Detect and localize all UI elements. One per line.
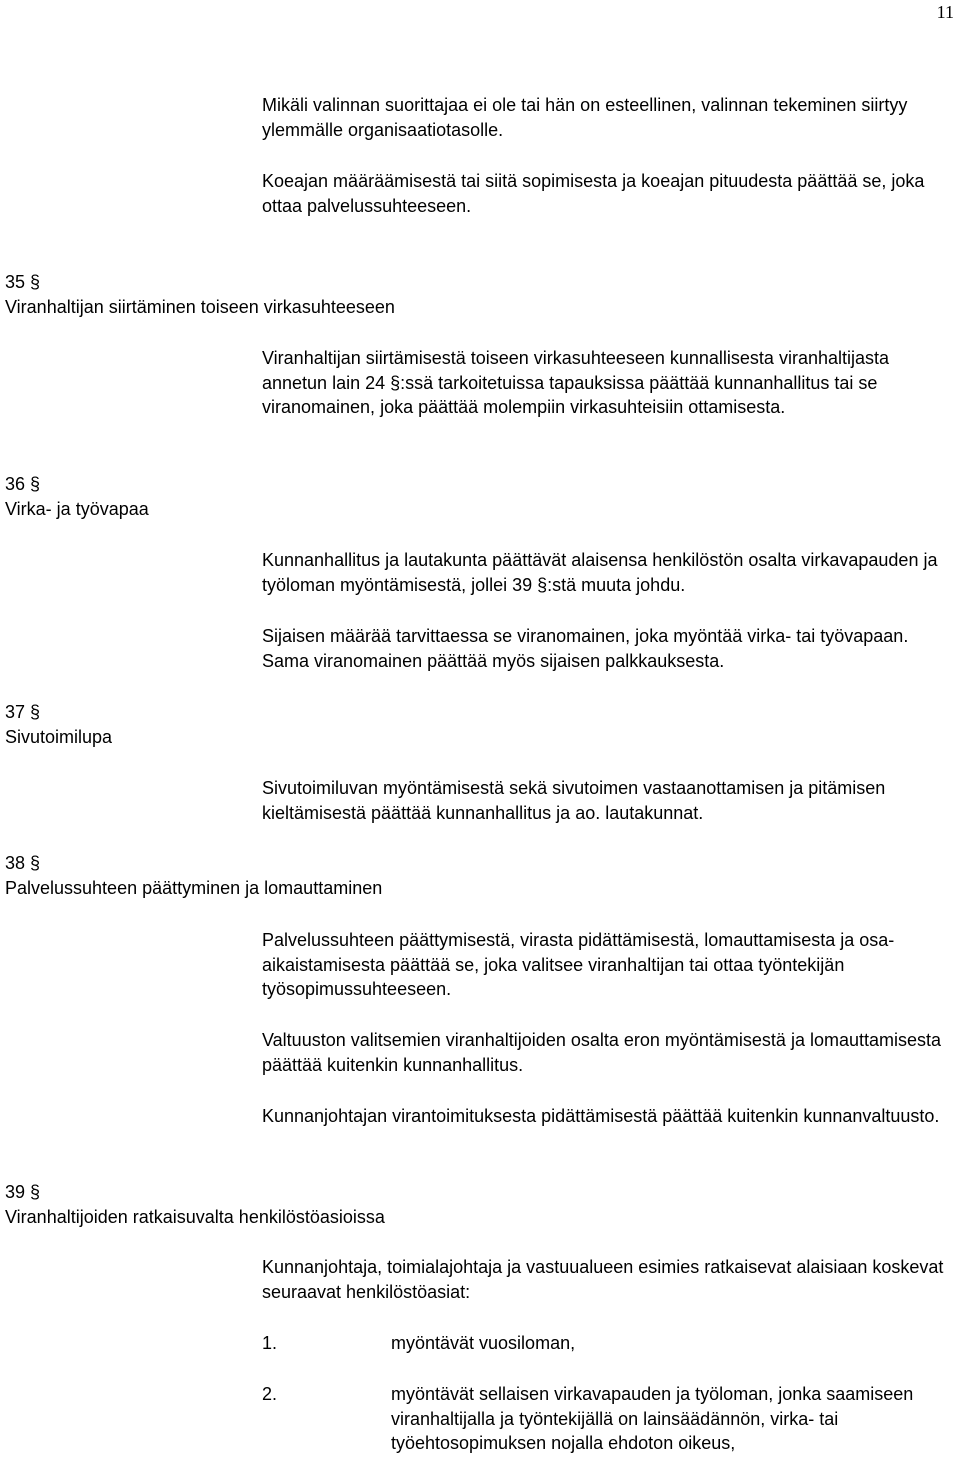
section-36-paragraph-1: Kunnanhallitus ja lautakunta päättävät alaisensa henkilöstön osalta virkavapauden ja työloman myöntämisestä, jollei 39 §:stä muuta johdu. — [262, 550, 938, 595]
section-39-heading — [5, 1180, 385, 1230]
section-title: Virka- ja työvapaa — [5, 499, 149, 519]
list-item-text: myöntävät vuosiloman, — [391, 1333, 576, 1353]
section-35-paragraph-1: Viranhaltijan siirtämisestä toiseen virkasuhteeseen kunnallisesta viranhaltijasta annetun lain 24 §:ssä tarkoitetuissa tapauksissa päättää kunnanhallitus tai se viranomainen, joka päättää molempiin virkasuhteisiin ottamisesta. — [262, 348, 890, 417]
section-number: 39 § — [5, 1182, 41, 1202]
section-title: Palvelussuhteen päättyminen ja lomauttaminen — [5, 878, 383, 898]
section-37-heading — [5, 700, 112, 750]
section-39-paragraph-1: Kunnanjohtaja, toimialajohtaja ja vastuualueen esimies ratkaisevat alaisiaan koskevat seuraavat henkilöstöasiat: — [262, 1257, 944, 1302]
list-item — [262, 1331, 958, 1356]
section-number: 36 § — [5, 474, 41, 494]
list-marker: 2. — [262, 1384, 278, 1404]
section-36-paragraph-2: Sijaisen määrää tarvittaessa se viranomainen, joka myöntää virka- tai työvapaan. Sama viranomainen päättää myös sijaisen palkkauksesta. — [262, 626, 909, 671]
section-38-heading — [5, 851, 382, 901]
section-36-heading — [5, 472, 149, 522]
section-38-paragraph-1: Palvelussuhteen päättymisestä, virasta pidättämisestä, lomauttamisesta ja osa-aikaistamisesta päättää se, joka valitsee viranhaltijan tai ottaa työntekijän työsopimussuhteeseen. — [262, 930, 895, 999]
section-number: 38 § — [5, 853, 41, 873]
list-marker: 1. — [262, 1333, 278, 1353]
section-35-heading — [5, 270, 395, 320]
intro-paragraph-2: Koeajan määräämisestä tai siitä sopimisesta ja koeajan pituudesta päättää se, joka ottaa palvelussuhteeseen. — [262, 171, 925, 216]
section-number: 37 § — [5, 702, 41, 722]
section-title: Viranhaltijan siirtäminen toiseen virkasuhteeseen — [5, 297, 395, 317]
section-37-paragraph-1: Sivutoimiluvan myöntämisestä sekä sivutoimen vastaanottamisen ja pitämisen kieltämisestä päättää kunnanhallitus ja ao. lautakunnat. — [262, 778, 886, 823]
list-item-text: myöntävät sellaisen virkavapauden ja työloman, jonka saamiseen viranhaltijalla ja työntekijällä on lainsäädännön, virka- tai työehtosopimuksen nojalla ehdoton oikeus, — [391, 1384, 914, 1453]
section-38-paragraph-2: Valtuuston valitsemien viranhaltijoiden osalta eron myöntämisestä ja lomauttamisesta päättää kuitenkin kunnanhallitus. — [262, 1030, 942, 1075]
page-number: 11 — [936, 2, 954, 22]
section-title: Viranhaltijoiden ratkaisuvalta henkilöstöasioissa — [5, 1207, 385, 1227]
section-title: Sivutoimilupa — [5, 727, 113, 747]
list-item — [262, 1382, 958, 1456]
section-number: 35 § — [5, 272, 41, 292]
section-38-paragraph-3: Kunnanjohtajan virantoimituksesta pidättämisestä päättää kuitenkin kunnanvaltuusto. — [262, 1106, 940, 1126]
intro-paragraph-1: Mikäli valinnan suorittajaa ei ole tai hän on esteellinen, valinnan tekeminen siirtyy ylemmälle organisaatiotasolle. — [262, 95, 908, 140]
